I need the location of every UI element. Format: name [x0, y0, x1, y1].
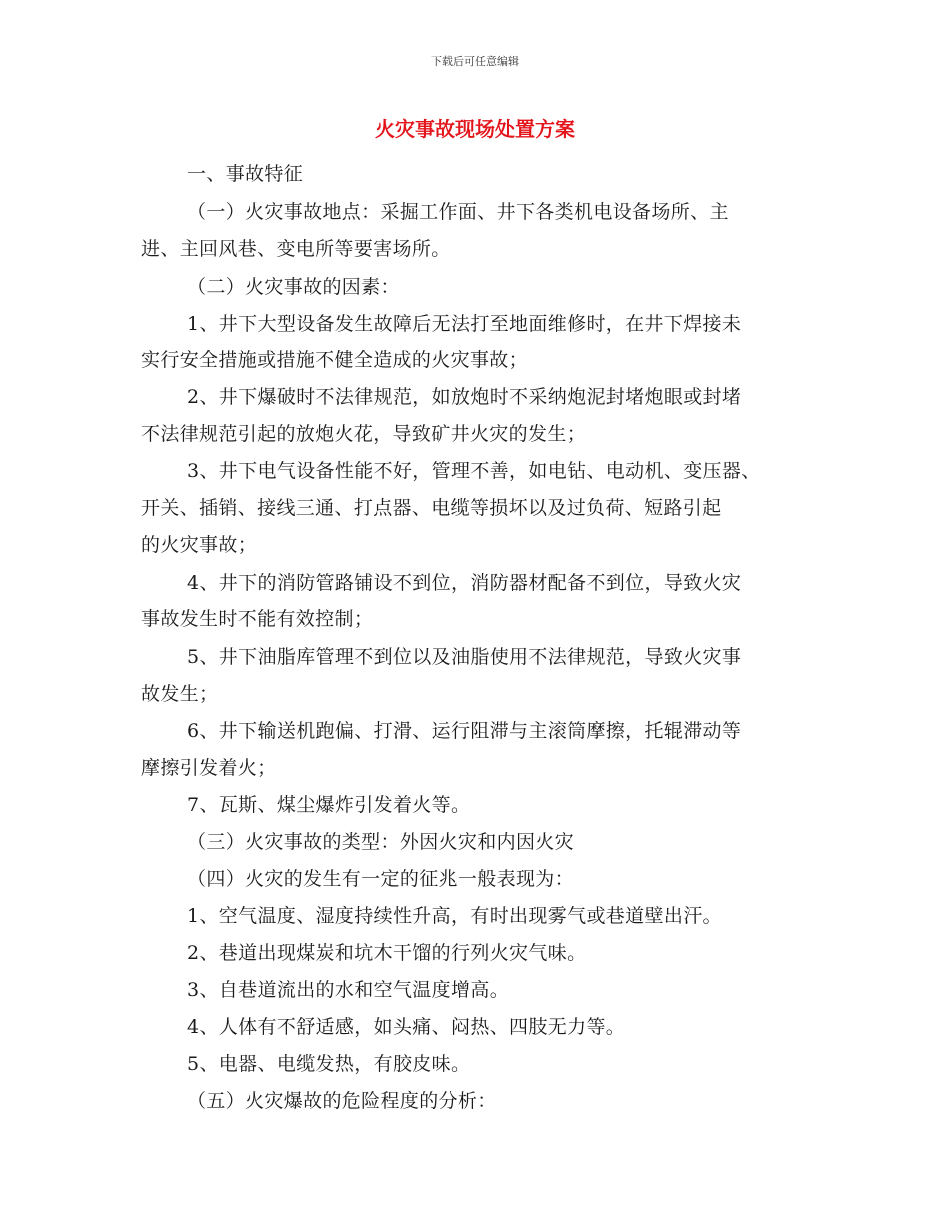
- paragraph-line: （四）火灾的发生有一定的征兆一般表现为：: [187, 868, 575, 890]
- document-title: 火灾事故现场处置方案: [375, 117, 575, 141]
- paragraph-line: （二）火灾事故的因素：: [187, 276, 400, 298]
- paragraph-line: 开关、插销、接线三通、打点器、电缆等损坏以及过负荷、短路引起: [141, 497, 722, 519]
- paragraph-line: 4、人体有不舒适感，如头痛、闷热、四肢无力等。: [187, 1016, 626, 1038]
- paragraph-line: 摩擦引发着火；: [141, 757, 277, 779]
- paragraph-line: 3、井下电气设备性能不好，管理不善，如电钻、电动机、变压器、: [187, 460, 761, 482]
- paragraph-line: （五）火灾爆故的危险程度的分析：: [187, 1090, 497, 1112]
- paragraph-line: 2、巷道出现煤炭和坑木干馏的行列火灾气味。: [187, 942, 587, 964]
- paragraph-line: 3、自巷道流出的水和空气温度增高。: [187, 979, 510, 1001]
- paragraph-line: 的火灾事故；: [141, 534, 258, 556]
- paragraph-line: 4、井下的消防管路铺设不到位，消防器材配备不到位，导致火灾: [187, 572, 742, 594]
- section-heading: 一、事故特征: [187, 163, 304, 185]
- paragraph-line: （三）火灾事故的类型：外因火灾和内因火灾: [187, 831, 575, 853]
- paragraph-line: 进、主回风巷、变电所等要害场所。: [141, 238, 451, 260]
- paragraph-line: 不法律规范引起的放炮火花，导致矿井火灾的发生；: [141, 423, 587, 445]
- header-note: 下载后可任意编辑: [431, 55, 519, 68]
- paragraph-line: 6、井下输送机跑偏、打滑、运行阻滞与主滚筒摩擦，托辊滞动等: [187, 720, 742, 742]
- paragraph-line: 故发生；: [141, 683, 219, 705]
- paragraph-line: 7、瓦斯、煤尘爆炸引发着火等。: [187, 794, 471, 816]
- paragraph-line: （一）火灾事故地点：采掘工作面、井下各类机电设备场所、主: [187, 201, 729, 223]
- paragraph-line: 1、井下大型设备发生故障后无法打至地面维修时，在井下焊接未: [187, 313, 742, 335]
- paragraph-line: 5、电器、电缆发热，有胶皮味。: [187, 1053, 471, 1075]
- paragraph-line: 事故发生时不能有效控制；: [141, 608, 374, 630]
- paragraph-line: 1、空气温度、湿度持续性升高，有时出现雾气或巷道壁出汗。: [187, 905, 722, 927]
- paragraph-line: 5、井下油脂库管理不到位以及油脂使用不法律规范，导致火灾事: [187, 646, 742, 668]
- paragraph-line: 实行安全措施或措施不健全造成的火灾事故；: [141, 349, 529, 371]
- paragraph-line: 2、井下爆破时不法律规范，如放炮时不采纳炮泥封堵炮眼或封堵: [187, 386, 742, 408]
